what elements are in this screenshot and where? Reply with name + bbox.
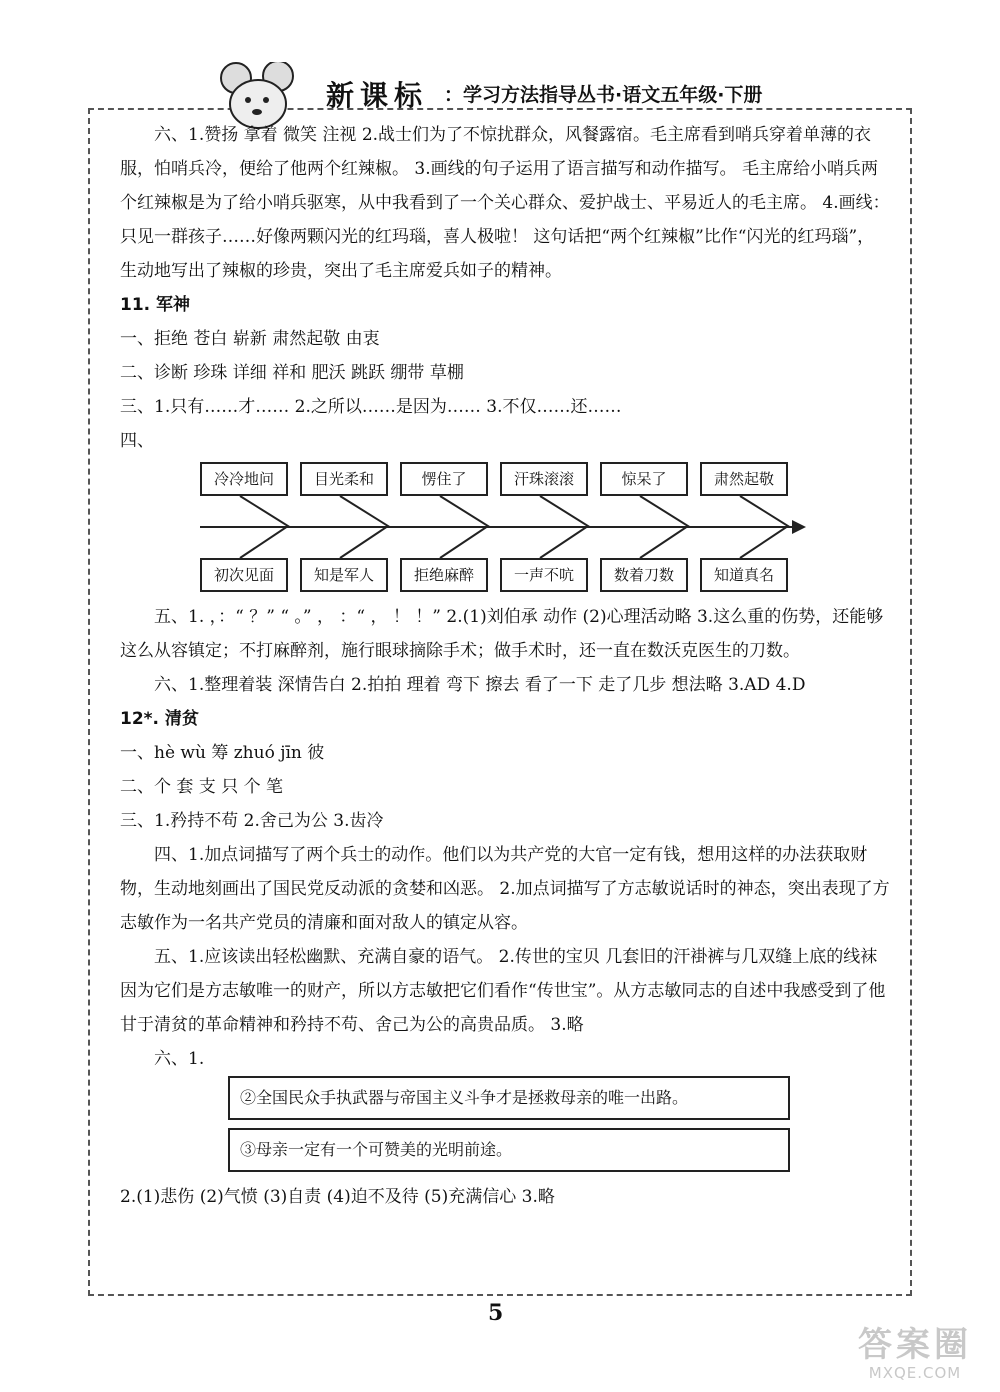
fishbone-spine: [200, 526, 795, 528]
answer-box-2: ②全国民众手执武器与帝国主义斗争才是拯救母亲的唯一出路。: [228, 1076, 790, 1120]
answer-s12-part6-2: 2.(1)悲伤 (2)气愤 (3)自责 (4)迫不及待 (5)充满信心 3.略: [120, 1187, 555, 1207]
answer-s11-part6: 六、1.整理着装 深情告白 2.拍拍 理着 弯下 擦去 看了一下 走了几步 想法略 3.AD 4.D: [154, 675, 806, 695]
answer-s12-part2: 二、个 套 支 只 个 笔: [120, 777, 284, 797]
watermark-url: MXQE.COM: [868, 1364, 962, 1382]
arrow-head-icon: [792, 520, 806, 534]
watermark-logo: [840, 1326, 990, 1386]
diagram-bottom-box: 数着刀数: [600, 558, 688, 592]
diagram-top-box: 冷冷地问: [200, 462, 288, 496]
answer-s10-part6: 六、1.赞扬 拿着 微笑 注视 2.战士们为了不惊扰群众，风餐露宿。毛主席看到哨兵穿着单薄的衣服，怕哨兵冷，便给了他两个红辣椒。 3.画线的句子运用了语言描写和动作描写。 毛主席给小哨兵两个红辣椒是为了给小哨兵驱寒，从中我看到了一个关心群众、爱护战士、平易近人的毛主席。 4.画线：只见一群孩子……好像两颗闪光的红玛瑙，喜人极啦！ 这句话把“两个红辣椒”比作“闪光的红玛瑙”，生动地写出了辣椒的珍贵，突出了毛主席爱兵如子的精神。: [120, 125, 890, 281]
watermark-text: 答案圈: [858, 1325, 972, 1365]
answer-s11-part4-label: 四、: [120, 431, 154, 451]
diagram-top-box: 汗珠滚滚: [500, 462, 588, 496]
answer-content: [120, 118, 890, 1214]
lesson-12-title: 12*. 清贫: [120, 709, 199, 729]
diagram-bottom-box: 知是军人: [300, 558, 388, 592]
book-subtitle: ：学习方法指导丛书·语文五年级·下册: [444, 84, 763, 106]
fishbone-diagram: [200, 462, 880, 594]
answer-s12-part1: 一、hè wù 筹 zhuó jīn 彼: [120, 743, 325, 763]
answer-s11-part3: 三、1.只有……才…… 2.之所以……是因为…… 3.不仅……还……: [120, 397, 622, 417]
page-number: 5: [488, 1300, 504, 1326]
brand-title: 新课标: [326, 79, 429, 112]
diagram-top-box: 愣住了: [400, 462, 488, 496]
answer-s11-part1: 一、拒绝 苍白 崭新 肃然起敬 由衷: [120, 329, 380, 349]
diagram-top-box: 肃然起敬: [700, 462, 788, 496]
diagram-top-box: 目光柔和: [300, 462, 388, 496]
answer-s12-part5: 五、1.应该读出轻松幽默、充满自豪的语气。 2.传世的宝贝 几套旧的汗褂裤与几双缝上底的线袜 因为它们是方志敏唯一的财产，所以方志敏把它们看作“传世宝”。从方志敏同志的自述中我感受到了他甘于清贫的革命精神和矜持不苟、舍己为公的高贵品质。 3.略: [120, 947, 886, 1035]
lesson-11-title: 11. 军神: [120, 295, 191, 315]
answer-s12-part4: 四、1.加点词描写了两个兵士的动作。他们以为共产党的大官一定有钱，想用这样的办法获取财物，生动地刻画出了国民党反动派的贪婪和凶恶。 2.加点词描写了方志敏说话时的神态，突出表现了方志敏作为一名共产党员的清廉和面对敌人的镇定从容。: [120, 845, 890, 933]
answer-s12-part3: 三、1.矜持不苟 2.舍己为公 3.齿冷: [120, 811, 384, 831]
page-border-bottom: [88, 1294, 912, 1296]
diagram-bottom-box: 一声不吭: [500, 558, 588, 592]
answer-s11-part2: 二、诊断 珍珠 详细 祥和 肥沃 跳跃 绷带 草棚: [120, 363, 464, 383]
diagram-bottom-box: 初次见面: [200, 558, 288, 592]
diagram-bottom-box: 知道真名: [700, 558, 788, 592]
diagram-bottom-box: 拒绝麻醉: [400, 558, 488, 592]
page-header: [218, 62, 778, 112]
page-border-right: [910, 108, 912, 1296]
answer-box-3: ③母亲一定有一个可赞美的光明前途。: [228, 1128, 790, 1172]
answer-s12-part6-label: 六、1.: [154, 1049, 205, 1069]
diagram-top-box: 惊呆了: [600, 462, 688, 496]
answer-s11-part5: 五、1. ，：“ ？” “ 。” ， ：“ ， ！ ！” 2.(1)刘伯承 动作 (2)心理活动略 3.这么重的伤势，还能够这么从容镇定；不打麻醉剂，施行眼球摘除手术；做手术时，还一直在数沃克医生的刀数。: [120, 607, 884, 661]
page-border-left: [88, 108, 90, 1296]
